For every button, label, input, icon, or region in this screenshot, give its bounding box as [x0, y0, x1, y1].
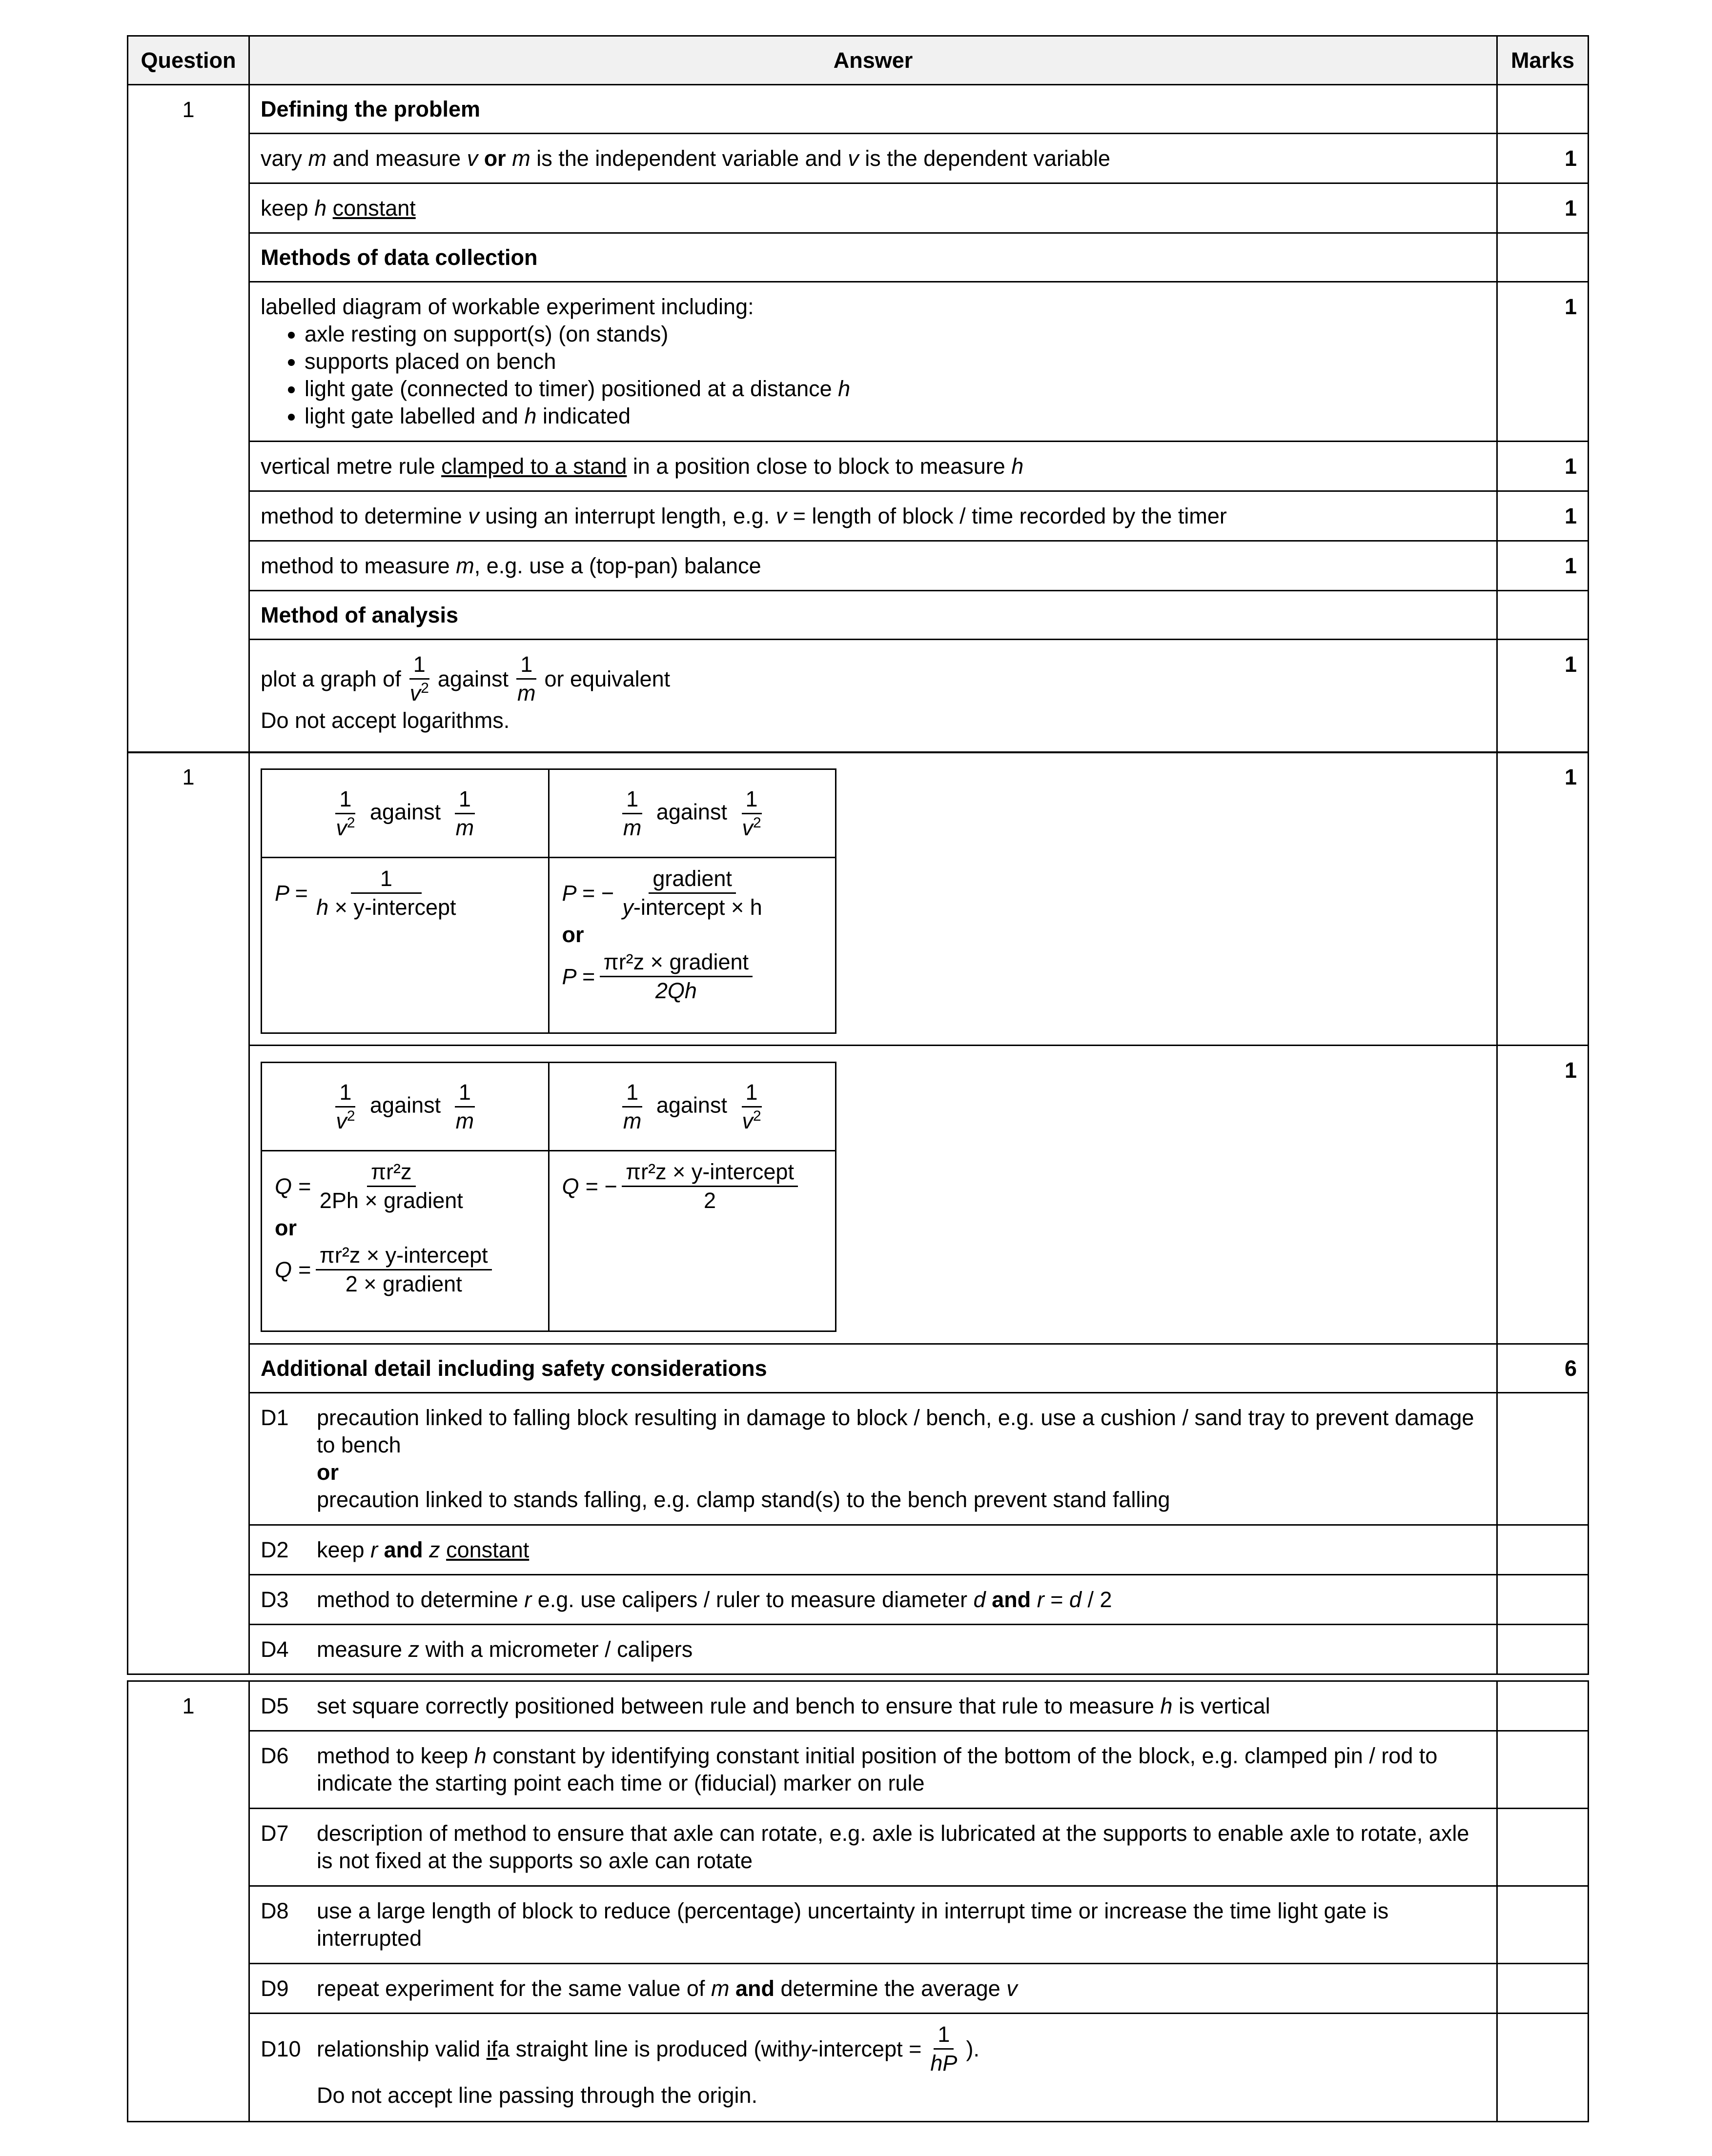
- mark-value: 1: [1497, 1046, 1589, 1344]
- list-item: • supports placed on bench: [305, 348, 1486, 375]
- q-expressions-table: $\frac{1}{v^2}$ against $\frac{1}{m}$ $\frac{1}{m}$ against $\frac{1}{v^2}$ Q = $\frac{\text{πr²z}}{\text{2Ph × gradient}}$ or Q = $\frac{\text{πr²z × y-intercept}}{\text{2 × gradient}}$ Q = − $\frac{\text{πr²z × y-intercept}}{2}$: [261, 1062, 836, 1332]
- table-row: [128, 1731, 1589, 1809]
- question-number: 1: [128, 752, 249, 1674]
- table-row: [128, 282, 1589, 442]
- mark-value: 1: [1497, 442, 1589, 491]
- question-header: Question: [128, 36, 249, 85]
- mark-value: 6: [1497, 1344, 1589, 1393]
- list-item: • light gate (connected to timer) positioned at a distance h: [305, 375, 1486, 403]
- detail-d2: D2 keep r and z constant: [249, 1525, 1497, 1575]
- detail-d8: D8 use a large length of block to reduce (percentage) uncertainty in interrupt time or increase the time light gate is interrupted: [249, 1886, 1497, 1964]
- table-row: [128, 183, 1589, 233]
- answer-text: method to determine v using an interrupt length, e.g. v = length of block / time recorded by the timer: [249, 491, 1497, 541]
- mark-scheme-table-part3: [127, 1680, 1589, 2122]
- answer-text: vary m and measure v or m is the independent variable and v is the dependent variable: [249, 134, 1497, 183]
- mark-value: 1: [1497, 282, 1589, 442]
- mark-value: 1: [1497, 752, 1589, 1046]
- question-number: 1: [128, 85, 249, 753]
- detail-d1: D1 precaution linked to falling block resulting in damage to block / bench, e.g. use a cushion / sand tray to prevent damage to bench or precaution linked to stands falling, e.g. clamp stand(s) to the bench prevent stand falling: [249, 1393, 1497, 1525]
- answer-text: keep h constant: [249, 183, 1497, 233]
- p-expressions-cell: [249, 752, 1497, 1046]
- detail-d5: D5 set square correctly positioned between rule and bench to ensure that rule to measure h is vertical: [249, 1681, 1497, 1731]
- table-row: [128, 541, 1589, 591]
- table-row: [128, 1525, 1589, 1575]
- detail-d6: D6 method to keep h constant by identifying constant initial position of the bottom of the block, e.g. clamped pin / rod to indicate the starting point each time or (fiducial) marker on rule: [249, 1731, 1497, 1809]
- detail-d9: D9 repeat experiment for the same value of m and determine the average v: [249, 1964, 1497, 2014]
- section-defining-problem: Defining the problem: [249, 85, 1497, 134]
- mark-value: 1: [1497, 134, 1589, 183]
- table-row: [128, 1886, 1589, 1964]
- q-formula-left: Q = $\frac{\text{πr²z}}{\text{2Ph × gradient}}$ or Q = $\frac{\text{πr²z × y-intercept}}{\text{2 × gradient}}$: [262, 1151, 549, 1331]
- table-row: [128, 134, 1589, 183]
- section-additional-detail: Additional detail including safety considerations: [249, 1344, 1497, 1393]
- table-row: [128, 1625, 1589, 1674]
- question-number: 1: [128, 1681, 249, 2122]
- detail-d3: D3 method to determine r e.g. use calipers / ruler to measure diameter d and r = d / 2: [249, 1575, 1497, 1625]
- answer-text: method to measure m, e.g. use a (top-pan) balance: [249, 541, 1497, 591]
- detail-d4: D4 measure z with a micrometer / calipers: [249, 1625, 1497, 1674]
- p-expressions-table: $\frac{1}{v^2}$ against $\frac{1}{m}$ $\frac{1}{m}$ against $\frac{1}{v^2}$ P = $\frac{1}{\text{h × y-intercept}}$ P = − $\frac{\text{gradient}}{\text{y-intercept × h}}$ or P = $\frac{\text{πr²z × gradient}}{2Qh}$: [261, 768, 836, 1034]
- answer-header: Answer: [249, 36, 1497, 85]
- mark-scheme-table-part1: [127, 35, 1589, 753]
- q-formula-right: Q = − $\frac{\text{πr²z × y-intercept}}{2}$: [549, 1151, 836, 1331]
- marks-header: Marks: [1497, 36, 1589, 85]
- table-row: [128, 2014, 1589, 2122]
- mark-scheme-table-part2: [127, 751, 1589, 1675]
- table-row: [128, 1575, 1589, 1625]
- list-item: • axle resting on support(s) (on stands): [305, 321, 1486, 348]
- answer-text: labelled diagram of workable experiment including: • axle resting on support(s) (on stands) • supports placed on bench • light gate (connected to timer) positioned at a distance h • light gate labelled and h indicated: [249, 282, 1497, 442]
- table-row: [128, 491, 1589, 541]
- table-row: [128, 442, 1589, 491]
- section-data-collection: Methods of data collection: [249, 233, 1497, 282]
- fraction-one-over-m: $\frac{1}{m}$: [517, 652, 536, 705]
- mark-value: 1: [1497, 491, 1589, 541]
- detail-d7: D7 description of method to ensure that axle can rotate, e.g. axle is lubricated at the supports to enable axle to rotate, axle is not fixed at the supports so axle can rotate: [249, 1809, 1497, 1886]
- table-row: [128, 1964, 1589, 2014]
- table-row: [128, 640, 1589, 753]
- table-row: [128, 1393, 1589, 1525]
- detail-d10: D10 relationship valid if a straight line is produced (with y -intercept = $\frac{1}{hP}$ ). Do not accept line passing through the origin.: [249, 2014, 1497, 2122]
- table-row: [128, 1681, 1589, 1731]
- answer-text: plot a graph of $\frac{1}{v^2}$ against $\frac{1}{m}$ or equivalent Do not accept logarithms.: [249, 640, 1497, 753]
- mark-value: 1: [1497, 183, 1589, 233]
- table-row: [128, 1809, 1589, 1886]
- p-formula-right: P = − $\frac{\text{gradient}}{\text{y-intercept × h}}$ or P = $\frac{\text{πr²z × gradient}}{2Qh}$: [549, 858, 836, 1033]
- q-expressions-cell: [249, 1046, 1497, 1344]
- fraction-one-over-v-squared: $\frac{1}{v^2}$: [409, 652, 429, 705]
- p-formula-left: P = $\frac{1}{\text{h × y-intercept}}$: [262, 858, 549, 1033]
- section-method-analysis: Method of analysis: [249, 591, 1497, 640]
- mark-value: 1: [1497, 541, 1589, 591]
- list-item: • light gate labelled and h indicated: [305, 403, 1486, 430]
- mark-value: 1: [1497, 640, 1589, 753]
- answer-text: vertical metre rule clamped to a stand in a position close to block to measure h: [249, 442, 1497, 491]
